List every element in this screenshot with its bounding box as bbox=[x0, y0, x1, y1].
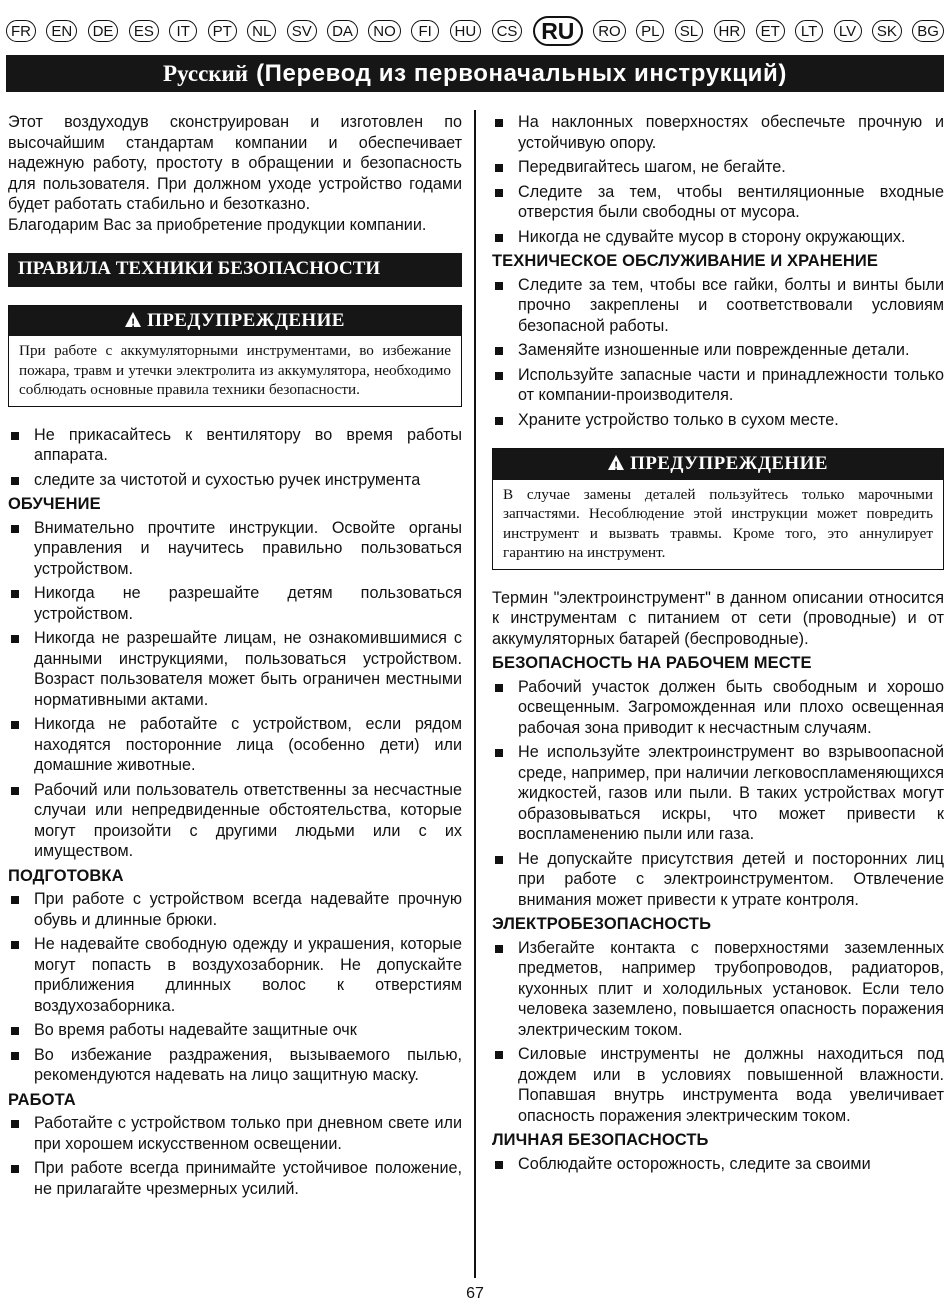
warning-triangle-icon bbox=[608, 455, 624, 470]
lang-tab-ru: RU bbox=[533, 16, 583, 46]
safety-rules-heading: ПРАВИЛА ТЕХНИКИ БЕЗОПАСНОСТИ bbox=[8, 253, 462, 287]
training-heading: ОБУЧЕНИЕ bbox=[8, 495, 101, 513]
lang-tab-pl: PL bbox=[636, 20, 664, 42]
lang-tab-cs: CS bbox=[492, 20, 523, 42]
operation-heading: РАБОТА bbox=[8, 1090, 76, 1109]
lang-tab-en: EN bbox=[46, 20, 77, 42]
operation-list bbox=[8, 1113, 462, 1199]
lang-tab-sl: SL bbox=[675, 20, 703, 42]
right-column bbox=[492, 112, 944, 1178]
general-bullets bbox=[8, 425, 462, 491]
list-item: Не надевайте свободную одежду и украшения, которые могут попасть в воздухозаборник. Не допускайте приближения длинных волос к отверстиям воздухозаборника. bbox=[8, 934, 462, 1016]
list-item: Во избежание раздражения, вызываемого пылью, рекомендуются надевать на лицо защитную маску. bbox=[8, 1045, 462, 1086]
lang-tab-fr: FR bbox=[6, 20, 36, 42]
lang-tab-hu: HU bbox=[450, 20, 482, 42]
lang-tab-it: IT bbox=[169, 20, 197, 42]
title-subtitle: (Перевод из первоначальных инструкций) bbox=[256, 59, 787, 87]
list-item: Избегайте контакта с поверхностями заземленных предметов, например трубопроводов, радиаторов, кухонных плит и холодильных установок. Если тело человека заземлено, повышается опасность поражения электрическим током. bbox=[492, 938, 944, 1041]
warning-text: В случае замены деталей пользуйтесь только марочными запчастями. Несоблюдение этой инструкции может повредить инструмент и вызвать травмы. Кроме того, это аннулирует гарантию на инструмент. bbox=[503, 485, 933, 561]
list-item: Заменяйте изношенные или поврежденные детали. bbox=[492, 340, 944, 361]
list-item: Не допускайте присутствия детей и посторонних лиц при работе с электроинструментом. Отвлечение внимания может привести к утрате контроля. bbox=[492, 849, 944, 911]
personal-list bbox=[492, 1154, 944, 1175]
list-item: Соблюдайте осторожность, следите за своими bbox=[492, 1154, 944, 1175]
operation-list-continued bbox=[492, 112, 944, 247]
warning-box-parts bbox=[492, 448, 944, 570]
list-item: Никогда не разрешайте лицам, не ознакомившимися с данными инструкциями, пользоваться устройством. Возраст пользователя может быть ограничен местными нормативными актами. bbox=[8, 628, 462, 710]
page-title-bar bbox=[6, 55, 944, 92]
warning-header bbox=[9, 306, 461, 337]
column-divider bbox=[474, 110, 476, 1278]
list-item: При работе с устройством всегда надевайте прочную обувь и длинные брюки. bbox=[8, 889, 462, 930]
lang-tab-fi: FI bbox=[411, 20, 439, 42]
maintenance-heading: ТЕХНИЧЕСКОЕ ОБСЛУЖИВАНИЕ И ХРАНЕНИЕ bbox=[492, 252, 878, 270]
workplace-heading: БЕЗОПАСНОСТЬ НА РАБОЧЕМ МЕСТЕ bbox=[492, 654, 812, 672]
title-language: Русский bbox=[163, 60, 249, 86]
warning-triangle-icon bbox=[125, 312, 141, 327]
list-item: Никогда не работайте с устройством, если рядом находятся посторонние лица (особенно дети) или домашние животные. bbox=[8, 714, 462, 776]
lang-tab-nl: NL bbox=[247, 20, 276, 42]
warning-header bbox=[493, 449, 943, 480]
list-item: Не прикасайтесь к вентилятору во время работы аппарата. bbox=[8, 425, 462, 466]
lang-tab-es: ES bbox=[129, 20, 159, 42]
language-tabs bbox=[6, 16, 944, 46]
electrical-heading: ЭЛЕКТРОБЕЗОПАСНОСТЬ bbox=[492, 915, 712, 933]
lang-tab-lv: LV bbox=[834, 20, 862, 42]
list-item: Храните устройство только в сухом месте. bbox=[492, 410, 944, 431]
list-item: Никогда не разрешайте детям пользоваться устройством. bbox=[8, 583, 462, 624]
lang-tab-hr: HR bbox=[714, 20, 746, 42]
lang-tab-sv: SV bbox=[287, 20, 317, 42]
lang-tab-da: DA bbox=[327, 20, 358, 42]
list-item: Не используйте электроинструмент во взрывоопасной среде, например, при наличии легковоспламеняющихся жидкостей, газов или пыли. В таких устройствах могут образовываться искры, что может привести к воспламенению пыли или газа. bbox=[492, 742, 944, 845]
lang-tab-ro: RO bbox=[593, 20, 626, 42]
list-item: Передвигайтесь шагом, не бегайте. bbox=[492, 157, 944, 178]
lang-tab-lt: LT bbox=[795, 20, 823, 42]
lang-tab-sk: SK bbox=[872, 20, 902, 42]
list-item: Во время работы надевайте защитные очк bbox=[8, 1020, 462, 1041]
list-item: Работайте с устройством только при дневном свете или при хорошем искусственном освещении. bbox=[8, 1113, 462, 1154]
warning-title: ПРЕДУПРЕЖДЕНИЕ bbox=[630, 453, 828, 474]
page-number: 67 bbox=[466, 1285, 484, 1302]
list-item: Рабочий участок должен быть свободным и хорошо освещенным. Загроможденная или плохо освещенная рабочая зона приводит к несчастным случаям. bbox=[492, 677, 944, 739]
warning-text: При работе с аккумуляторными инструментами, во избежание пожара, травм и утечки электролита из аккумулятора, необходимо соблюдать основные правила техники безопасности. bbox=[19, 342, 451, 398]
warning-title: ПРЕДУПРЕЖДЕНИЕ bbox=[147, 309, 345, 331]
warning-box bbox=[8, 305, 462, 407]
list-item: Рабочий или пользователь ответственны за несчастные случаи или непредвиденные обстоятельства, которые могут произойти с другими людьми или с их имуществом. bbox=[8, 780, 462, 862]
list-item: Никогда не сдувайте мусор в сторону окружающих. bbox=[492, 227, 944, 248]
lang-tab-no: NO bbox=[368, 20, 401, 42]
list-item: Внимательно прочтите инструкции. Освойте органы управления и научитесь правильно пользоваться устройством. bbox=[8, 518, 462, 580]
workplace-list bbox=[492, 677, 944, 911]
training-list bbox=[8, 518, 462, 862]
left-column bbox=[8, 112, 462, 1203]
maintenance-list bbox=[492, 275, 944, 431]
lang-tab-et: ET bbox=[756, 20, 785, 42]
list-item: Используйте запасные части и принадлежности только от компании-производителя. bbox=[492, 365, 944, 406]
lang-tab-pt: PT bbox=[208, 20, 237, 42]
list-item: На наклонных поверхностях обеспечьте прочную и устойчивую опору. bbox=[492, 112, 944, 153]
personal-heading: ЛИЧНАЯ БЕЗОПАСНОСТЬ bbox=[492, 1131, 709, 1149]
lang-tab-de: DE bbox=[88, 20, 119, 42]
list-item: При работе всегда принимайте устойчивое положение, не прилагайте чрезмерных усилий. bbox=[8, 1158, 462, 1199]
list-item: следите за чистотой и сухостью ручек инструмента bbox=[8, 470, 462, 491]
term-paragraph: Термин "электроинструмент" в данном описании относится к инструментам с питанием от сети (проводные) и от аккумуляторных батарей (беспроводные). bbox=[492, 588, 944, 648]
preparation-list bbox=[8, 889, 462, 1086]
intro-paragraph: Этот воздуходув сконструирован и изготовлен по высочайшим стандартам компании и обеспечивает надежную работу, простоту в обращении и безопасность для пользователя. При должном уходе устройство годами будет работать стабильно и безотказно. bbox=[8, 113, 462, 213]
preparation-heading: ПОДГОТОВКА bbox=[8, 866, 124, 885]
thanks-paragraph: Благодарим Вас за приобретение продукции компании. bbox=[8, 215, 427, 234]
lang-tab-bg: BG bbox=[912, 20, 944, 42]
list-item: Следите за тем, чтобы все гайки, болты и винты были прочно закреплены и соответствовали условиям безопасной работы. bbox=[492, 275, 944, 337]
list-item: Силовые инструменты не должны находиться под дождем или в условиях повышенной влажности. Попавшая внутрь инструмента вода увеличивает опасность поражения электрическим током. bbox=[492, 1044, 944, 1126]
list-item: Следите за тем, чтобы вентиляционные входные отверстия были свободны от мусора. bbox=[492, 182, 944, 223]
electrical-list bbox=[492, 938, 944, 1127]
